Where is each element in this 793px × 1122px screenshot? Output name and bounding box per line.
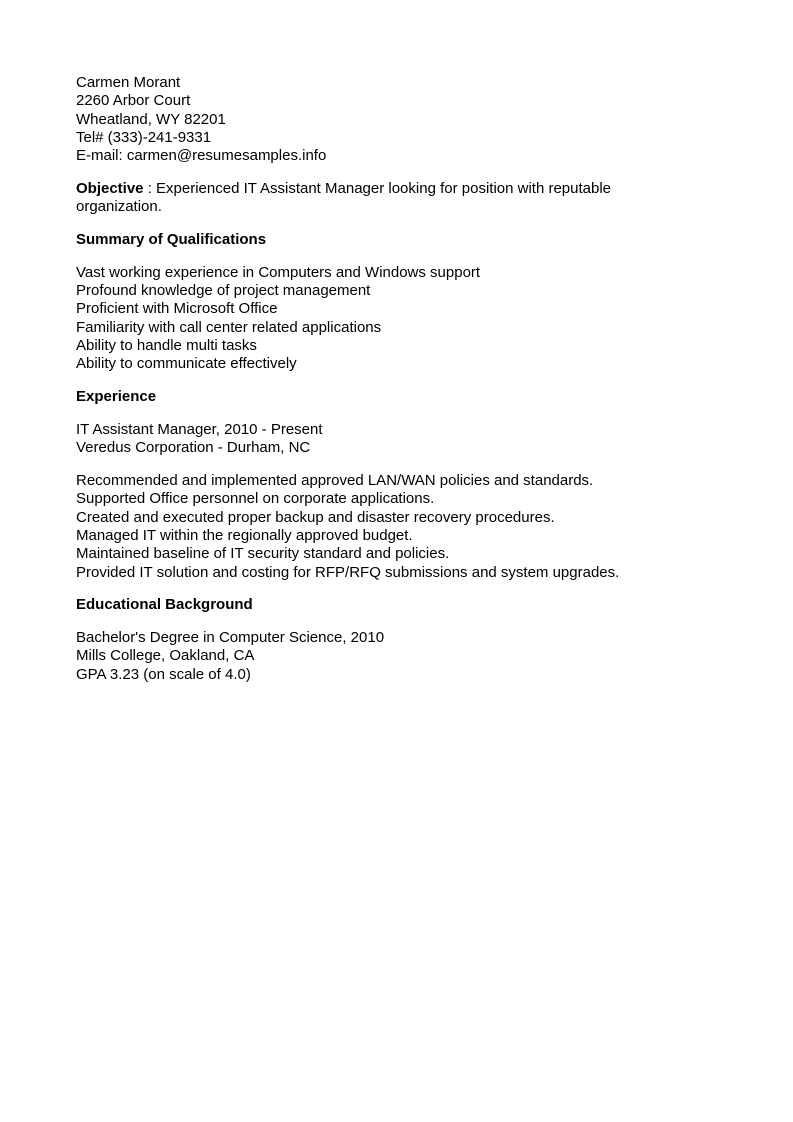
experience-duties-list: [76, 472, 660, 582]
contact-phone: Tel# (333)-241-9331: [76, 128, 212, 146]
experience-role-block: [76, 421, 660, 458]
experience-heading: Experience: [76, 388, 157, 406]
experience-duty: Supported Office personnel on corporate applications.: [76, 490, 435, 508]
education-school: Mills College, Oakland, CA: [76, 647, 255, 665]
contact-street: 2260 Arbor Court: [76, 92, 191, 110]
objective-text: : Experienced IT Assistant Manager looking for position with reputable organization.: [76, 179, 612, 216]
contact-block: [76, 74, 660, 165]
contact-email: E-mail: carmen@resumesamples.info: [76, 147, 327, 165]
qualification-item: Profound knowledge of project management: [76, 282, 371, 300]
objective-paragraph: [76, 180, 660, 217]
qualification-item: Familiarity with call center related applications: [76, 318, 382, 336]
qualification-item: Ability to communicate effectively: [76, 355, 297, 373]
qualification-item: Ability to handle multi tasks: [76, 337, 257, 355]
experience-duty: Created and executed proper backup and disaster recovery procedures.: [76, 508, 555, 526]
experience-duty: Managed IT within the regionally approved budget.: [76, 526, 413, 544]
qualifications-heading: Summary of Qualifications: [76, 231, 267, 249]
education-heading: Educational Background: [76, 596, 253, 614]
education-block: [76, 629, 660, 684]
qualification-item: Proficient with Microsoft Office: [76, 300, 278, 318]
objective-label: Objective: [76, 179, 144, 197]
contact-city-state-zip: Wheatland, WY 82201: [76, 110, 226, 128]
education-degree: Bachelor's Degree in Computer Science, 2010: [76, 629, 385, 647]
experience-duty: Maintained baseline of IT security standard and policies.: [76, 545, 450, 563]
experience-title: IT Assistant Manager, 2010 - Present: [76, 420, 323, 438]
experience-company: Veredus Corporation - Durham, NC: [76, 439, 311, 457]
qualifications-list: [76, 264, 660, 374]
resume-content: [76, 74, 660, 699]
qualification-item: Vast working experience in Computers and Windows support: [76, 263, 481, 281]
experience-duty: Provided IT solution and costing for RFP/RFQ submissions and system upgrades.: [76, 563, 620, 581]
contact-name: Carmen Morant: [76, 74, 181, 91]
education-gpa: GPA 3.23 (on scale of 4.0): [76, 665, 251, 683]
experience-duty: Recommended and implemented approved LAN/WAN policies and standards.: [76, 472, 594, 490]
